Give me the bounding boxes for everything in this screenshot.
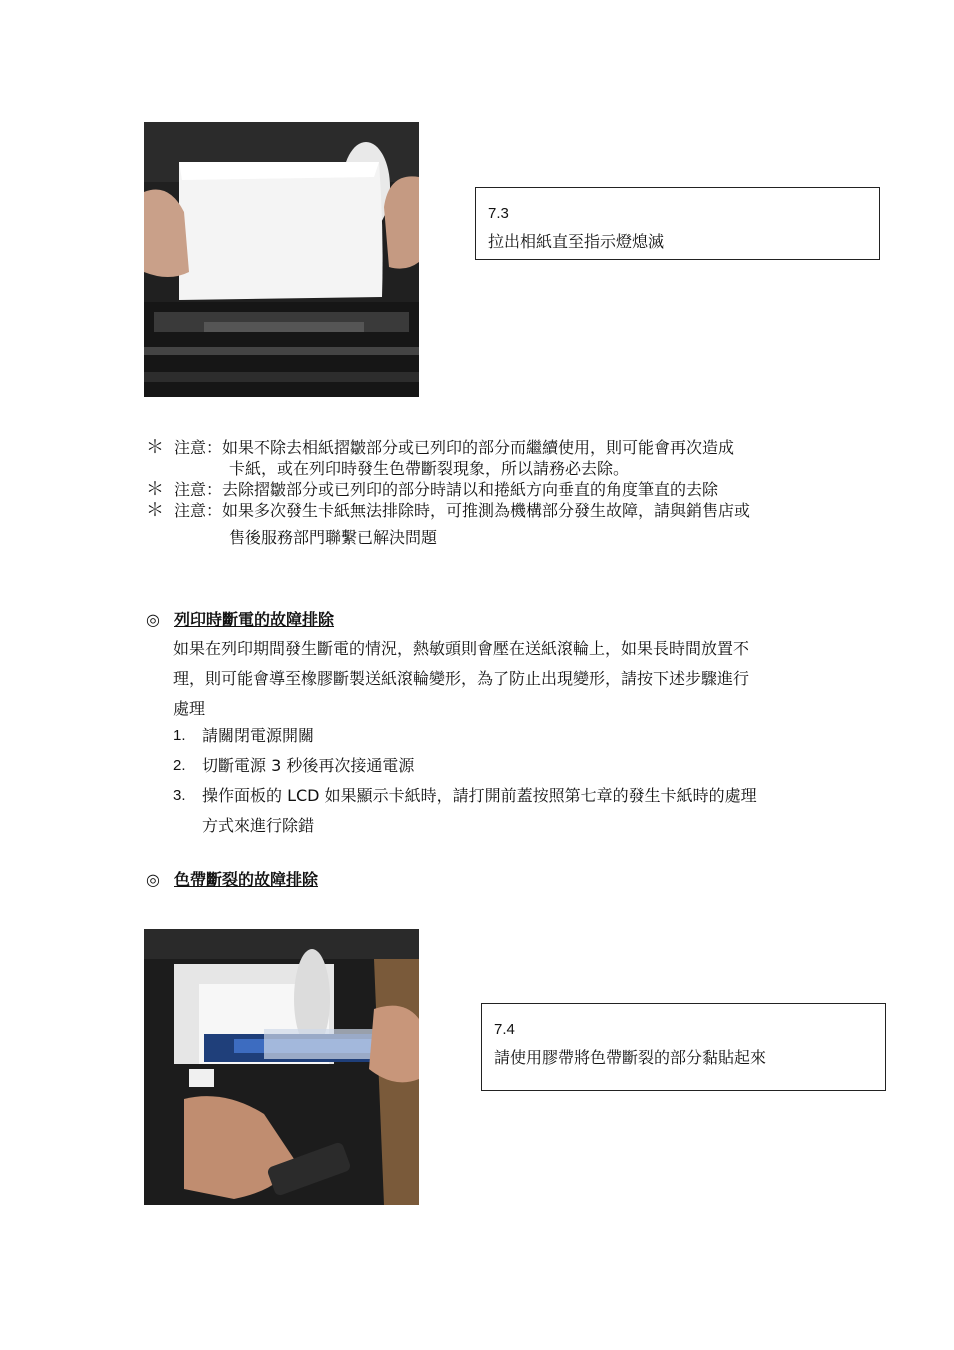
- photo-tape-ribbon: [144, 929, 419, 1205]
- step-text: 請關閉電源開關: [202, 726, 315, 745]
- section-title-power-failure: [146, 609, 334, 631]
- figure-caption-text: 請使用膠帶將色帶斷裂的部分黏貼起來: [494, 1048, 767, 1067]
- asterisk-icon: ＊: [146, 479, 164, 500]
- note-2: [146, 479, 718, 501]
- double-circle-icon: ◎: [146, 610, 160, 629]
- asterisk-icon: ＊: [146, 437, 164, 458]
- figure-caption-7-4: [481, 1003, 886, 1091]
- list-item: [173, 751, 823, 781]
- step-text: 操作面板的 LCD 如果顯示卡紙時，請打開前蓋按照第七章的發生卡紙時的處理: [202, 786, 757, 805]
- note-3-continuation: 售後服務部門聯繫已解決問題: [229, 528, 438, 547]
- step-text: 方式來進行除錯: [202, 816, 315, 835]
- note-text: 注意：去除摺皺部分或已列印的部分時請以和捲紙方向垂直的角度筆直的去除: [174, 480, 719, 499]
- note-3: [146, 500, 750, 522]
- step-text: 切斷電源 3 秒後再次接通電源: [202, 756, 415, 775]
- list-item: [173, 781, 823, 841]
- steps-list: [173, 721, 823, 841]
- paragraph-line: 理，則可能會導至橡膠斷製送紙滾輪變形，為了防止出現變形，請按下述步驟進行: [173, 669, 750, 688]
- figure-number: 7.4: [494, 1021, 515, 1038]
- section-title-ribbon-break: [146, 869, 318, 891]
- note-text: 注意：如果不除去相紙摺皺部分或已列印的部分而繼續使用，則可能會再次造成: [174, 438, 735, 457]
- section-title-text: 列印時斷電的故障排除: [174, 610, 335, 629]
- figure-caption-7-3: [475, 187, 880, 260]
- note-1-continuation: 卡紙，或在列印時發生色帶斷裂現象，所以請務必去除。: [229, 459, 630, 478]
- list-item: [173, 721, 823, 751]
- photo-pull-paper: [144, 122, 419, 397]
- section-paragraph: [173, 634, 823, 724]
- paragraph-line: 如果在列印期間發生斷電的情況，熱敏頭則會壓在送紙滾輪上，如果長時間放置不: [173, 639, 750, 658]
- note-1: [146, 437, 734, 459]
- note-text: 注意：如果多次發生卡紙無法排除時，可推測為機構部分發生故障，請與銷售店或: [174, 501, 751, 520]
- figure-caption-text: 拉出相紙直至指示燈熄滅: [488, 232, 665, 251]
- figure-number: 7.3: [488, 205, 509, 222]
- step-number: 1.: [173, 727, 186, 744]
- asterisk-icon: ＊: [146, 500, 164, 521]
- step-number: 2.: [173, 757, 186, 774]
- double-circle-icon: ◎: [146, 870, 160, 889]
- section-title-text: 色帶斷裂的故障排除: [174, 870, 319, 889]
- step-number: 3.: [173, 787, 186, 804]
- paragraph-line: 處理: [173, 699, 206, 718]
